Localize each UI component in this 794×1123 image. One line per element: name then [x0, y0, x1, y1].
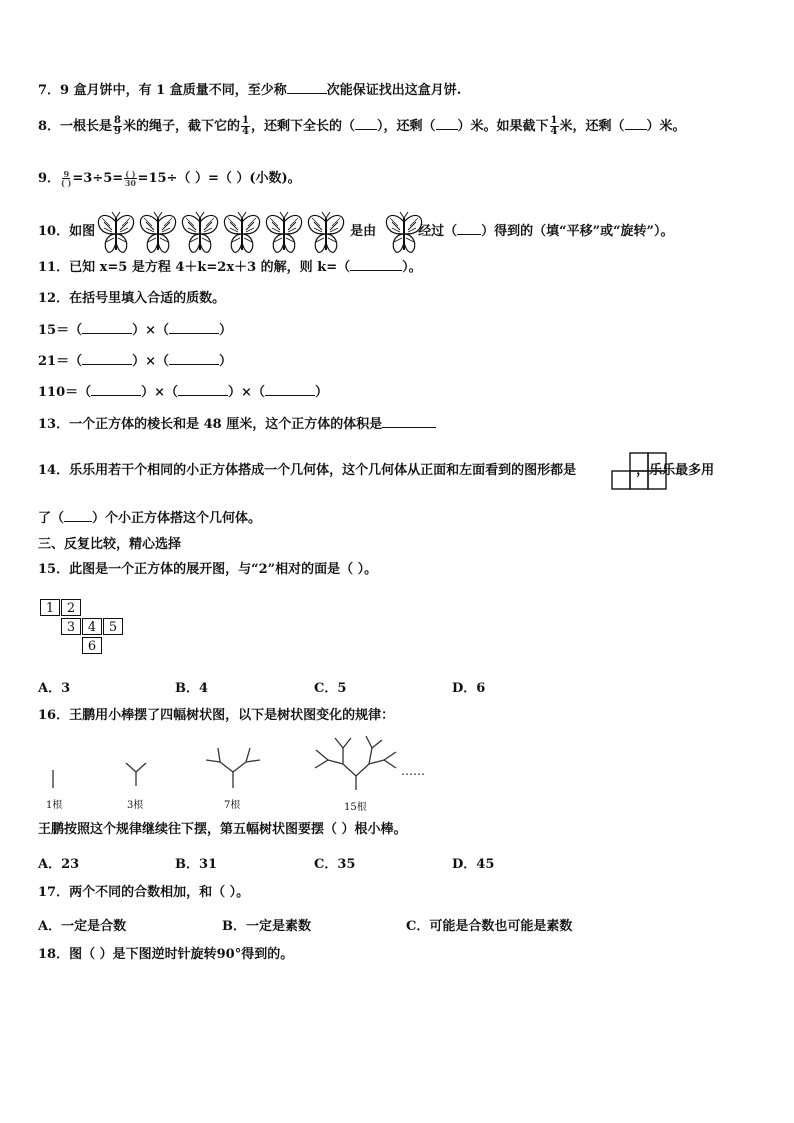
question-9	[38, 170, 301, 188]
butterfly-icon	[224, 212, 259, 252]
q10-text-b: 是由	[350, 224, 377, 239]
net-cell: 6	[82, 637, 102, 654]
q12-end: ）	[219, 354, 233, 369]
q10-blank[interactable]	[457, 234, 481, 235]
question-15: 15．此图是一个正方体的展开图，与“2”相对的面是（ ）。	[38, 562, 378, 577]
fraction-1-4-meter	[550, 116, 559, 137]
q12-r1-blank2[interactable]	[169, 333, 219, 334]
frac-num: 9	[63, 169, 70, 179]
q12-r2-blank2[interactable]	[169, 364, 219, 365]
frac-num: 1	[242, 115, 249, 126]
q14-blank[interactable]	[64, 521, 92, 522]
frac-den: ( )	[61, 178, 72, 188]
butterfly-icon	[266, 212, 301, 252]
q14-text-d: ）个小正方体搭这个几何体。	[92, 511, 262, 526]
question-7	[38, 82, 461, 100]
tree-label-2: 3根	[127, 800, 144, 811]
q15-option-d[interactable]: D．6	[452, 681, 486, 696]
fraction-1-4	[241, 116, 250, 137]
butterfly-icon	[98, 212, 133, 252]
q15-option-c[interactable]: C．5	[314, 681, 347, 696]
question-17: 17．两个不同的合数相加，和（ ）。	[38, 885, 250, 900]
q14-text-a: 14．乐乐用若干个相同的小正方体搭成一个几何体，这个几何体从正面和左面看到的图形都是	[38, 463, 577, 478]
q9-text-c: =15÷（ ）=（ ）(小数)。	[137, 171, 301, 186]
question-11	[38, 259, 422, 277]
q8-text-c: ，还剩下全长的（	[251, 119, 356, 134]
q17-option-c[interactable]: C．可能是合数也可能是素数	[406, 919, 573, 934]
frac-den: 9	[114, 126, 122, 137]
q8-text-f: 米，还剩（	[559, 119, 625, 134]
question-16-cont: 王鹏按照这个规律继续往下摆，第五幅树状图要摆（ ）根小棒。	[38, 822, 407, 837]
q15-option-a[interactable]: A．3	[38, 681, 71, 696]
q13-text: 13．一个正方体的棱长和是 48 厘米，这个正方体的体积是	[38, 417, 383, 432]
q12-row-21	[38, 353, 232, 371]
q8-text-d: ），还剩（	[377, 119, 436, 134]
frac-num: 8	[114, 115, 122, 126]
question-16: 16．王鹏用小棒摆了四幅树状图，以下是树状图变化的规律：	[38, 708, 395, 723]
q12-mid: ）×（	[132, 323, 169, 338]
q8-text-g: ）米。	[646, 119, 686, 134]
net-cell: 4	[82, 618, 102, 635]
cube-net	[40, 599, 124, 655]
q17-option-b[interactable]: B．一定是素数	[222, 919, 311, 934]
q16-option-c[interactable]: C．35	[314, 857, 356, 872]
tree-label-1: 1根	[46, 800, 63, 811]
frac-num: 1	[550, 115, 558, 126]
q9-text-a: 9．	[38, 171, 61, 186]
q12-mid: ）×（	[132, 354, 169, 369]
q12-end: ）	[219, 323, 233, 338]
tree-label-3: 7根	[224, 800, 241, 811]
q8-text-e: ）米。如果截下	[457, 119, 549, 134]
q12-r1-label: 15＝（	[38, 323, 83, 338]
q14-text-c: 了（	[38, 511, 65, 526]
butterfly-single	[384, 208, 428, 258]
frac-num: ( )	[125, 169, 136, 179]
fraction-blank-30[interactable]	[124, 170, 136, 187]
q12-end: ）	[314, 385, 328, 400]
question-18: 18．图（ ）是下图逆时针旋转90°得到的。	[38, 947, 294, 962]
butterfly-icon	[308, 212, 343, 252]
net-cell: 2	[61, 599, 81, 616]
q8-blank-3[interactable]	[625, 129, 647, 130]
q12-r3-blank2[interactable]	[178, 395, 228, 396]
frac-den: 30	[124, 178, 136, 188]
net-cell: 5	[103, 618, 123, 635]
q7-text-end: 次能保证找出这盒月饼.	[326, 83, 462, 98]
q10-text-c: 经过（	[418, 224, 458, 239]
q10-text-a: 10．如图	[38, 224, 96, 239]
butterfly-icon	[182, 212, 217, 252]
tree-ellipsis: ……	[401, 764, 425, 778]
tree-label-4: 15根	[344, 802, 367, 813]
net-cell: 1	[40, 599, 60, 616]
q8-blank-2[interactable]	[436, 129, 458, 130]
q9-text-b: =3÷5=	[72, 171, 124, 186]
q7-text: 7．9 盒月饼中，有 1 盒质量不同，至少称	[38, 83, 287, 98]
fraction-8-9	[113, 116, 122, 137]
q8-text-b: 米的绳子，截下它的	[123, 119, 241, 134]
frac-den: 4	[242, 126, 249, 137]
butterfly-icon	[386, 212, 421, 252]
view-figure	[611, 452, 671, 492]
question-8	[38, 116, 686, 137]
q12-r3-blank3[interactable]	[265, 395, 315, 396]
butterfly-row	[96, 208, 396, 258]
fraction-9-blank[interactable]	[61, 170, 71, 187]
q12-r2-label: 21＝（	[38, 354, 83, 369]
section-3-title: 三、反复比较，精心选择	[38, 537, 182, 552]
question-13	[38, 416, 436, 434]
q11-text-end: ）。	[402, 260, 422, 275]
q12-r3-blank1[interactable]	[91, 395, 141, 396]
q12-mid: ）×（	[141, 385, 179, 400]
question-12-title: 12．在括号里填入合适的质数。	[38, 291, 226, 306]
q10-text-d: ）得到的（填“平移”或“旋转”）。	[481, 224, 674, 239]
q11-blank[interactable]	[350, 270, 402, 271]
question-14-cont	[38, 510, 261, 528]
net-cell: 3	[61, 618, 81, 635]
frac-den: 4	[550, 126, 558, 137]
q17-option-a[interactable]: A．一定是合数	[38, 919, 127, 934]
q12-r3-label: 110＝（	[38, 385, 92, 400]
q16-option-d[interactable]: D．45	[452, 857, 495, 872]
q11-text: 11．已知 x=5 是方程 4＋k=2x＋3 的解，则 k=（	[38, 260, 351, 275]
q12-mid: ）×（	[228, 385, 265, 400]
q8-text-a: 8．一根长是	[38, 119, 113, 134]
q12-r1-blank1[interactable]	[82, 333, 132, 334]
q8-blank-1[interactable]	[355, 129, 377, 130]
q12-r2-blank1[interactable]	[82, 364, 132, 365]
q16-option-a[interactable]: A．23	[38, 857, 80, 872]
q16-option-b[interactable]: B．31	[175, 857, 218, 872]
q14-text-b: ，乐乐最多用	[636, 463, 715, 478]
q13-blank[interactable]	[382, 427, 436, 428]
butterfly-icon	[140, 212, 175, 252]
q12-row-15	[38, 322, 232, 340]
q15-option-b[interactable]: B．4	[175, 681, 209, 696]
q7-blank[interactable]	[287, 93, 327, 94]
q12-row-110	[38, 384, 328, 402]
